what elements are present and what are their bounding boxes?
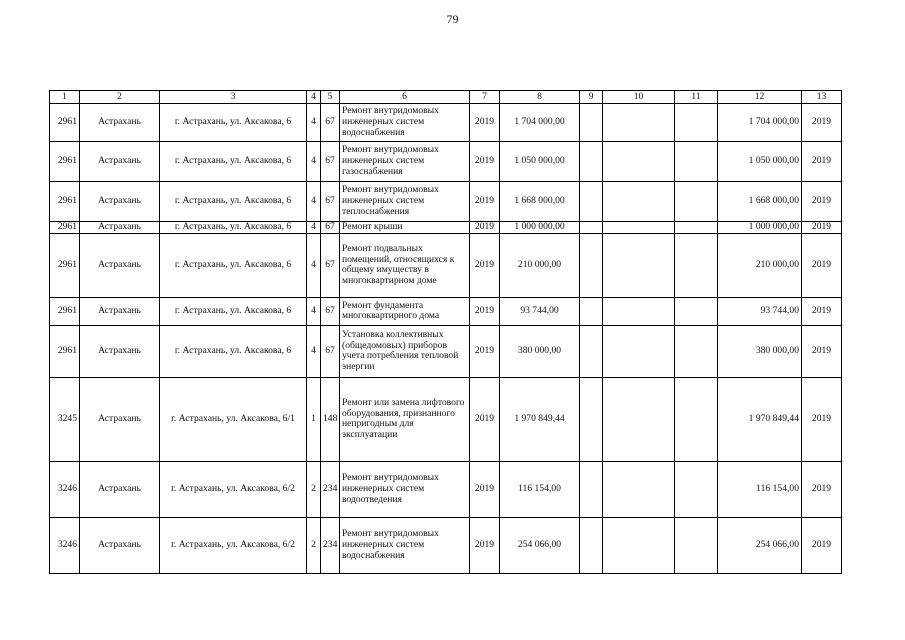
col9-cell xyxy=(580,233,603,297)
address-cell: г. Астрахань, ул. Аксакова, 6 xyxy=(160,142,307,182)
table-row xyxy=(50,182,842,222)
cost-cell: 254 066,00 xyxy=(500,517,580,573)
column-header: 12 xyxy=(718,91,802,104)
city-cell: Астрахань xyxy=(80,325,160,377)
year-cell: 2019 xyxy=(470,297,500,325)
col5-cell: 67 xyxy=(321,233,340,297)
address-cell: г. Астрахань, ул. Аксакова, 6/2 xyxy=(160,517,307,573)
total-cost-cell: 210 000,00 xyxy=(718,233,802,297)
col10-cell xyxy=(603,233,675,297)
address-cell: г. Астрахань, ул. Аксакова, 6 xyxy=(160,233,307,297)
work-type-cell: Ремонт внутридомовых инженерных систем водоснабжения xyxy=(340,517,470,573)
year-cell: 2019 xyxy=(470,233,500,297)
cost-cell: 116 154,00 xyxy=(500,461,580,517)
col5-cell: 67 xyxy=(321,222,340,234)
year-end-cell: 2019 xyxy=(802,297,842,325)
table-row xyxy=(50,461,842,517)
year-end-cell: 2019 xyxy=(802,377,842,461)
city-cell: Астрахань xyxy=(80,517,160,573)
col11-cell xyxy=(675,297,718,325)
cost-cell: 210 000,00 xyxy=(500,233,580,297)
cost-cell: 93 744,00 xyxy=(500,297,580,325)
address-cell: г. Астрахань, ул. Аксакова, 6/1 xyxy=(160,377,307,461)
column-header: 7 xyxy=(470,91,500,104)
col4-cell: 1 xyxy=(307,377,321,461)
column-header: 6 xyxy=(340,91,470,104)
year-cell: 2019 xyxy=(470,104,500,142)
col11-cell xyxy=(675,325,718,377)
col5-cell: 67 xyxy=(321,182,340,222)
cost-cell: 1 668 000,00 xyxy=(500,182,580,222)
col10-cell xyxy=(603,142,675,182)
col4-cell: 4 xyxy=(307,182,321,222)
city-cell: Астрахань xyxy=(80,142,160,182)
column-header: 8 xyxy=(500,91,580,104)
col9-cell xyxy=(580,461,603,517)
col4-cell: 4 xyxy=(307,104,321,142)
year-end-cell: 2019 xyxy=(802,142,842,182)
col5-cell: 148 xyxy=(321,377,340,461)
cost-cell: 1 000 000,00 xyxy=(500,222,580,234)
table-row xyxy=(50,377,842,461)
table-row xyxy=(50,222,842,234)
work-type-cell: Ремонт подвальных помещений, относящихся к общему имуществу в многоквартирном доме xyxy=(340,233,470,297)
col5-cell: 67 xyxy=(321,104,340,142)
record-id-cell: 2961 xyxy=(50,222,80,234)
col9-cell xyxy=(580,377,603,461)
year-end-cell: 2019 xyxy=(802,517,842,573)
column-header: 5 xyxy=(321,91,340,104)
col10-cell xyxy=(603,222,675,234)
record-id-cell: 2961 xyxy=(50,297,80,325)
col10-cell xyxy=(603,104,675,142)
record-id-cell: 2961 xyxy=(50,182,80,222)
col11-cell xyxy=(675,233,718,297)
city-cell: Астрахань xyxy=(80,461,160,517)
year-end-cell: 2019 xyxy=(802,325,842,377)
total-cost-cell: 1 000 000,00 xyxy=(718,222,802,234)
col5-cell: 67 xyxy=(321,297,340,325)
col10-cell xyxy=(603,461,675,517)
record-id-cell: 2961 xyxy=(50,325,80,377)
address-cell: г. Астрахань, ул. Аксакова, 6 xyxy=(160,297,307,325)
table-body xyxy=(50,104,842,574)
city-cell: Астрахань xyxy=(80,104,160,142)
col11-cell xyxy=(675,104,718,142)
page-number: 79 xyxy=(446,12,459,26)
column-header: 4 xyxy=(307,91,321,104)
col5-cell: 67 xyxy=(321,142,340,182)
total-cost-cell: 93 744,00 xyxy=(718,297,802,325)
total-cost-cell: 1 970 849,44 xyxy=(718,377,802,461)
year-end-cell: 2019 xyxy=(802,104,842,142)
year-cell: 2019 xyxy=(470,222,500,234)
work-type-cell: Ремонт внутридомовых инженерных систем водоотведения xyxy=(340,461,470,517)
col9-cell xyxy=(580,142,603,182)
record-id-cell: 3245 xyxy=(50,377,80,461)
record-id-cell: 2961 xyxy=(50,142,80,182)
total-cost-cell: 1 668 000,00 xyxy=(718,182,802,222)
col4-cell: 4 xyxy=(307,233,321,297)
column-header: 11 xyxy=(675,91,718,104)
city-cell: Астрахань xyxy=(80,222,160,234)
col10-cell xyxy=(603,517,675,573)
repair-register-table xyxy=(49,90,842,574)
column-header: 10 xyxy=(603,91,675,104)
year-cell: 2019 xyxy=(470,461,500,517)
total-cost-cell: 1 704 000,00 xyxy=(718,104,802,142)
work-type-cell: Ремонт внутридомовых инженерных систем теплоснабжения xyxy=(340,182,470,222)
col5-cell: 234 xyxy=(321,517,340,573)
total-cost-cell: 1 050 000,00 xyxy=(718,142,802,182)
city-cell: Астрахань xyxy=(80,297,160,325)
year-cell: 2019 xyxy=(470,182,500,222)
col11-cell xyxy=(675,517,718,573)
col5-cell: 234 xyxy=(321,461,340,517)
cost-cell: 1 704 000,00 xyxy=(500,104,580,142)
col4-cell: 4 xyxy=(307,142,321,182)
year-cell: 2019 xyxy=(470,142,500,182)
col11-cell xyxy=(675,182,718,222)
work-type-cell: Ремонт внутридомовых инженерных систем водоснабжения xyxy=(340,104,470,142)
year-cell: 2019 xyxy=(470,517,500,573)
table-row xyxy=(50,297,842,325)
cost-cell: 1 970 849,44 xyxy=(500,377,580,461)
address-cell: г. Астрахань, ул. Аксакова, 6 xyxy=(160,182,307,222)
work-type-cell: Установка коллективных (общедомовых) приборов учета потребления тепловой энергии xyxy=(340,325,470,377)
col9-cell xyxy=(580,182,603,222)
col4-cell: 2 xyxy=(307,517,321,573)
col9-cell xyxy=(580,104,603,142)
address-cell: г. Астрахань, ул. Аксакова, 6 xyxy=(160,222,307,234)
col9-cell xyxy=(580,325,603,377)
address-cell: г. Астрахань, ул. Аксакова, 6/2 xyxy=(160,461,307,517)
city-cell: Астрахань xyxy=(80,377,160,461)
address-cell: г. Астрахань, ул. Аксакова, 6 xyxy=(160,325,307,377)
table-row xyxy=(50,517,842,573)
record-id-cell: 3246 xyxy=(50,517,80,573)
table-row xyxy=(50,233,842,297)
col5-cell: 67 xyxy=(321,325,340,377)
col4-cell: 4 xyxy=(307,297,321,325)
total-cost-cell: 254 066,00 xyxy=(718,517,802,573)
year-end-cell: 2019 xyxy=(802,182,842,222)
work-type-cell: Ремонт крыши xyxy=(340,222,470,234)
record-id-cell: 2961 xyxy=(50,233,80,297)
col4-cell: 4 xyxy=(307,325,321,377)
col11-cell xyxy=(675,461,718,517)
year-end-cell: 2019 xyxy=(802,222,842,234)
column-header: 9 xyxy=(580,91,603,104)
col11-cell xyxy=(675,377,718,461)
col11-cell xyxy=(675,222,718,234)
col10-cell xyxy=(603,182,675,222)
col11-cell xyxy=(675,142,718,182)
record-id-cell: 3246 xyxy=(50,461,80,517)
col4-cell: 4 xyxy=(307,222,321,234)
year-end-cell: 2019 xyxy=(802,233,842,297)
year-cell: 2019 xyxy=(470,377,500,461)
column-header: 3 xyxy=(160,91,307,104)
col10-cell xyxy=(603,325,675,377)
table-row xyxy=(50,325,842,377)
year-cell: 2019 xyxy=(470,325,500,377)
work-type-cell: Ремонт внутридомовых инженерных систем газоснабжения xyxy=(340,142,470,182)
col4-cell: 2 xyxy=(307,461,321,517)
column-header: 13 xyxy=(802,91,842,104)
column-header: 2 xyxy=(80,91,160,104)
col9-cell xyxy=(580,222,603,234)
table-row xyxy=(50,142,842,182)
record-id-cell: 2961 xyxy=(50,104,80,142)
col10-cell xyxy=(603,377,675,461)
col10-cell xyxy=(603,297,675,325)
cost-cell: 1 050 000,00 xyxy=(500,142,580,182)
column-header: 1 xyxy=(50,91,80,104)
work-type-cell: Ремонт или замена лифтового оборудования, признанного непригодным для эксплуатации xyxy=(340,377,470,461)
work-type-cell: Ремонт фундамента многоквартирного дома xyxy=(340,297,470,325)
total-cost-cell: 116 154,00 xyxy=(718,461,802,517)
cost-cell: 380 000,00 xyxy=(500,325,580,377)
table-row xyxy=(50,104,842,142)
column-number-row xyxy=(50,91,842,104)
col9-cell xyxy=(580,297,603,325)
year-end-cell: 2019 xyxy=(802,461,842,517)
total-cost-cell: 380 000,00 xyxy=(718,325,802,377)
address-cell: г. Астрахань, ул. Аксакова, 6 xyxy=(160,104,307,142)
city-cell: Астрахань xyxy=(80,182,160,222)
city-cell: Астрахань xyxy=(80,233,160,297)
col9-cell xyxy=(580,517,603,573)
